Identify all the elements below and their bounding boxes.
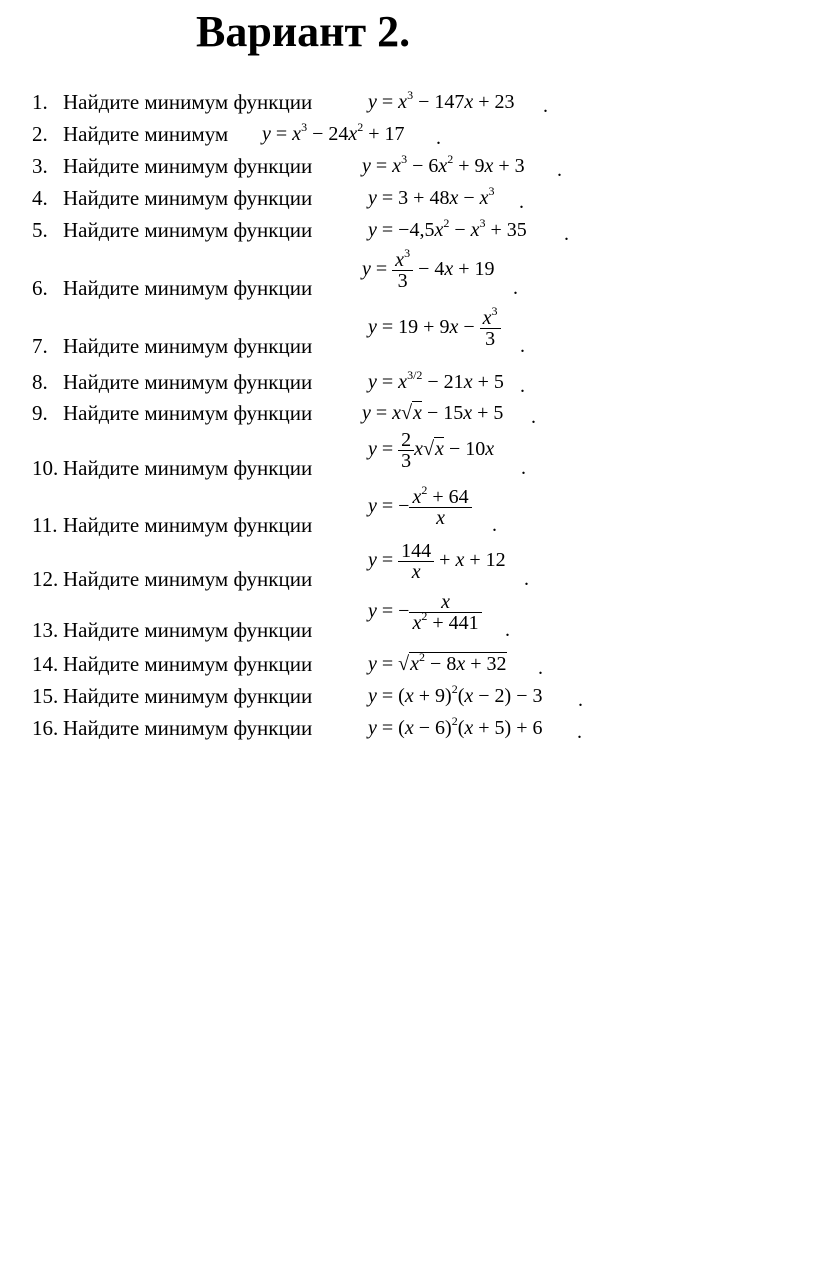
period: . — [492, 514, 497, 536]
problem-text: Найдите минимум функции — [63, 401, 313, 425]
problem-text: Найдите минимум функции — [63, 716, 313, 740]
page-title: Вариант 2. — [196, 7, 411, 56]
problem-formula: y = $\frac{144}{x}$ + x + 12 — [368, 540, 506, 583]
problem-number: 4. — [32, 186, 48, 210]
problem-formula: y = 19 + 9x − $\frac{x^3}{3}$ — [368, 308, 501, 349]
problem-formula: y = $\frac{x^3}{3}$ − 4x + 19 — [362, 246, 495, 292]
problem-formula: $y = x^3 - 147x + 23$ — [368, 88, 515, 113]
problem-text: Найдите минимум функции — [63, 652, 313, 676]
period: . — [557, 159, 562, 181]
problem-number: 7. — [32, 334, 48, 358]
problem-6 — [0, 246, 816, 302]
problem-text: Найдите минимум функции — [63, 154, 313, 178]
period: . — [521, 457, 526, 479]
problem-number: 2. — [32, 122, 48, 146]
problem-formula: $y = -4,5x^2 - x^3 + 35$ — [368, 216, 527, 241]
problem-formula: y = $\frac{2}{3}$ x√x − 10x — [368, 429, 495, 472]
problem-number: 10. — [32, 456, 59, 480]
period: . — [531, 406, 536, 428]
period: . — [513, 277, 518, 299]
problem-text: Найдите минимум функции — [63, 370, 313, 394]
problem-3 — [0, 152, 816, 186]
period: . — [564, 223, 569, 245]
problem-number: 12. — [32, 567, 59, 591]
problem-formula: $y = x^3 - 6x^2 + 9x + 3$ — [362, 152, 525, 177]
problem-number: 16. — [32, 716, 59, 740]
period: . — [505, 619, 510, 641]
period: . — [538, 657, 543, 679]
period: . — [543, 95, 548, 117]
problem-formula: $y = x^3 - 24x^2 + 17$ — [262, 120, 405, 145]
problem-number: 9. — [32, 401, 48, 425]
problem-text: Найдите минимум функции — [63, 513, 313, 537]
problem-7 — [0, 304, 816, 360]
problem-1 — [0, 88, 816, 122]
problem-number: 14. — [32, 652, 59, 676]
problem-number: 6. — [32, 276, 48, 300]
problem-15 — [0, 682, 816, 716]
period: . — [520, 335, 525, 357]
problem-12 — [0, 537, 816, 593]
problem-10 — [0, 426, 816, 482]
problem-2 — [0, 120, 816, 154]
problem-text: Найдите минимум функции — [63, 456, 313, 480]
period: . — [577, 721, 582, 743]
problem-number: 5. — [32, 218, 48, 242]
problem-text: Найдите минимум функции — [63, 334, 313, 358]
problem-number: 13. — [32, 618, 59, 642]
problem-16 — [0, 714, 816, 748]
problem-formula: $y = √x^2 - 8x + 32$ — [368, 650, 507, 675]
problem-text: Найдите минимум функции — [63, 186, 313, 210]
problem-text: Найдите минимум функции — [63, 90, 313, 114]
problem-text: Найдите минимум функции — [63, 567, 313, 591]
problem-formula: $y = x^{3/2} - 21x + 5$ — [368, 368, 504, 393]
problem-number: 1. — [32, 90, 48, 114]
problem-text: Найдите минимум функции — [63, 276, 313, 300]
problem-number: 11. — [32, 513, 58, 537]
problem-formula: y = − $\frac{x^2 + 64}{x}$ — [368, 487, 472, 528]
period: . — [578, 689, 583, 711]
problem-text: Найдите минимум функции — [63, 684, 313, 708]
problem-formula: $y = (x + 9)^2(x - 2) - 3$ — [368, 682, 543, 707]
period: . — [524, 568, 529, 590]
period: . — [436, 127, 441, 149]
problem-13 — [0, 588, 816, 644]
problem-5 — [0, 216, 816, 250]
problem-8 — [0, 368, 816, 402]
problem-4 — [0, 184, 816, 218]
problem-14 — [0, 650, 816, 684]
problem-formula: y = x√x − 15x + 5 — [362, 402, 504, 424]
problem-11 — [0, 483, 816, 539]
problem-text: Найдите минимум функции — [63, 618, 313, 642]
problem-number: 15. — [32, 684, 59, 708]
problem-formula: y = − $\frac{x}{x^2 + 441}$ — [368, 592, 482, 633]
period: . — [520, 375, 525, 397]
problem-text: Найдите минимум — [63, 122, 229, 146]
problem-formula: $y = (x - 6)^2(x + 5) + 6$ — [368, 714, 543, 739]
problem-number: 3. — [32, 154, 48, 178]
problem-formula: $y = 3 + 48x - x^3$ — [368, 184, 495, 209]
period: . — [519, 191, 524, 213]
problem-number: 8. — [32, 370, 48, 394]
problem-text: Найдите минимум функции — [63, 218, 313, 242]
